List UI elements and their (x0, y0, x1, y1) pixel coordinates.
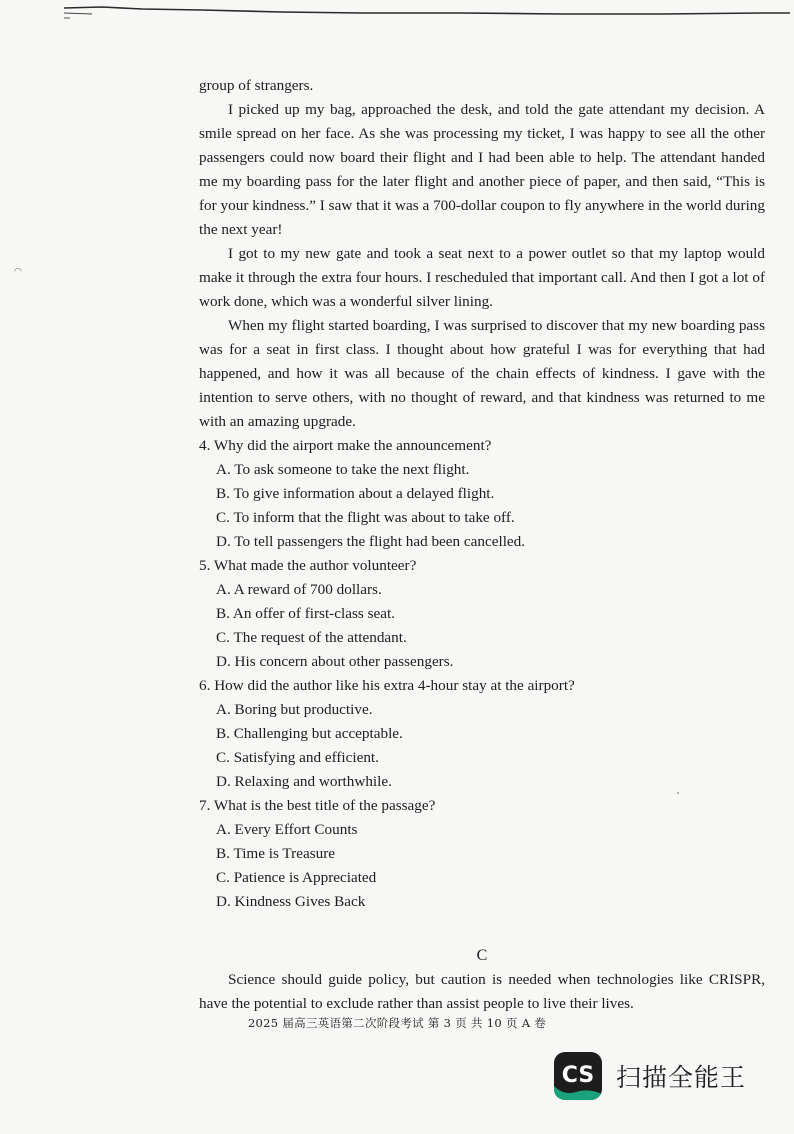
option-list (199, 698, 765, 794)
option-c: C. The request of the attendant. (216, 629, 407, 646)
passage-paragraph: Science should guide policy, but caution is needed when technologies like CRISPR, have the potential to exclude rather than assist people to live their lives. (199, 971, 765, 1012)
option-c: C. Patience is Appreciated (216, 869, 377, 886)
passage-paragraph: When my flight started boarding, I was surprised to discover that my new boarding pass was for a seat in first class. I thought about how grateful I was for everything that had happened, and how it was all because of the chain effects of kindness. I gave with the intention to serve others, with no thought of reward, and that kindness was returned to me with an amazing upgrade. (199, 317, 765, 430)
option-a: A. Every Effort Counts (216, 821, 358, 838)
camscanner-logo-icon (554, 1052, 602, 1100)
option-b: B. To give information about a delayed flight. (216, 485, 495, 502)
passage-paragraph: group of strangers. (199, 77, 314, 94)
question-stem: 7. What is the best title of the passage? (199, 797, 436, 814)
watermark-label: 扫描全能王 (616, 1063, 747, 1092)
top-border-rule (62, 4, 792, 20)
question-5 (199, 554, 765, 674)
option-d: D. His concern about other passengers. (216, 653, 454, 670)
option-list (199, 578, 765, 674)
logo-letters: CS (561, 1063, 595, 1088)
question-stem: 6. How did the author like his extra 4-hour stay at the airport? (199, 677, 575, 694)
option-b: B. An offer of first-class seat. (216, 605, 395, 622)
section-heading: C (476, 947, 488, 964)
option-list (199, 458, 765, 554)
option-d: D. To tell passengers the flight had been cancelled. (216, 533, 526, 550)
question-4 (199, 434, 765, 554)
question-7 (199, 794, 765, 914)
document-body (199, 74, 765, 1016)
passage-paragraph: I got to my new gate and took a seat next to a power outlet so that my laptop would make it through the extra four hours. I rescheduled that important call. And then I got a lot of work done, which was a wonderful silver lining. (199, 245, 765, 310)
option-b: B. Time is Treasure (216, 845, 335, 862)
question-6 (199, 674, 765, 794)
margin-mark: ◠ (14, 266, 22, 276)
scanner-watermark (554, 1052, 746, 1100)
option-b: B. Challenging but acceptable. (216, 725, 403, 742)
page-footer: 2025 届高三英语第二次阶段考试 第 3 页 共 10 页 A 卷 (247, 1016, 547, 1030)
option-c: C. To inform that the flight was about to take off. (216, 509, 515, 526)
option-list (199, 818, 765, 914)
option-c: C. Satisfying and efficient. (216, 749, 379, 766)
option-d: D. Relaxing and worthwhile. (216, 773, 392, 790)
option-a: A. A reward of 700 dollars. (216, 581, 382, 598)
question-stem: 5. What made the author volunteer? (199, 557, 417, 574)
option-a: A. To ask someone to take the next flight. (216, 461, 470, 478)
passage-paragraph: I picked up my bag, approached the desk, and told the gate attendant my decision. A smile spread on her face. As she was processing my ticket, I was happy to see all the other passengers could now board their flight and I had been able to help. The attendant handed me my boarding pass for the later flight and another piece of paper, and then said, “This is for your kindness.” I saw that it was a 700-dollar coupon to fly anywhere in the world during the next year! (199, 101, 765, 238)
option-d: D. Kindness Gives Back (216, 893, 366, 910)
question-stem: 4. Why did the airport make the announcement? (199, 437, 492, 454)
option-a: A. Boring but productive. (216, 701, 373, 718)
